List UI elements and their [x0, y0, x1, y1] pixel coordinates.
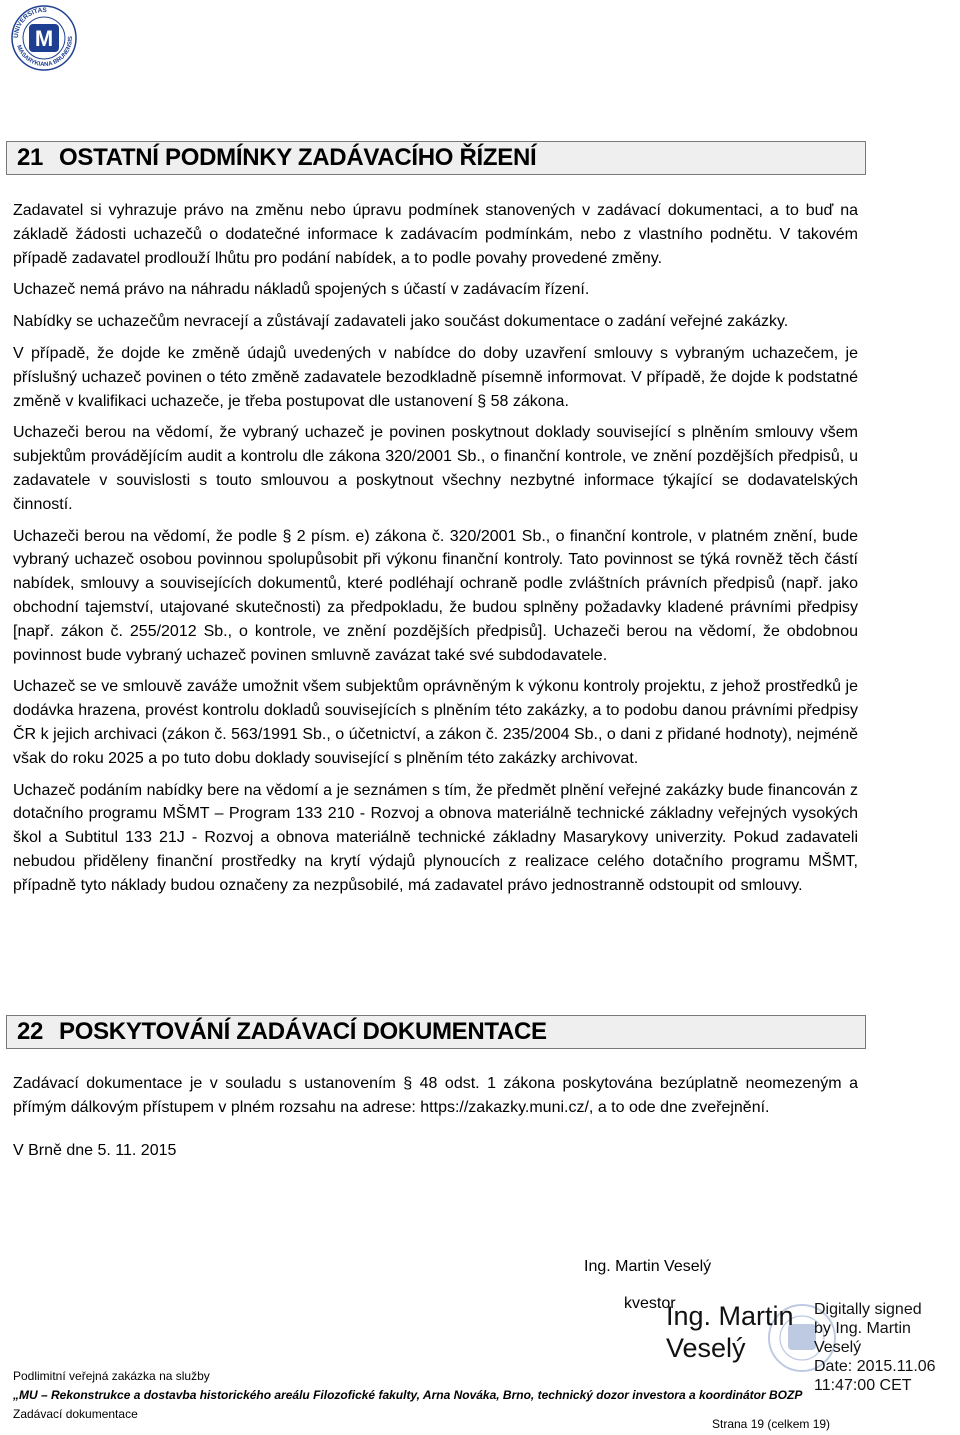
place-date: V Brně dne 5. 11. 2015 [13, 1142, 177, 1159]
signatory-role: kvestor [624, 1295, 676, 1312]
paragraph: V případě, že dojde ke změně údajů uvedených v nabídce do doby uzavření smlouvy s vybraným uchazečem, je příslušný uchazeč povinen o této změně zadavatele bezodkladně písemně informovat. V případě, že dojde k podstatné změně v kvalifikaci uchazeče, je třeba postupovat dle ustanovení § 58 zákona. [13, 344, 858, 410]
digital-signature-name [666, 1300, 794, 1364]
section-21-body [13, 199, 858, 906]
paragraph: Uchazeči berou na vědomí, že vybraný uchazeč je povinen poskytnout doklady související s plněním smlouvy všem subjektům provádějícím audit a kontrolu dle zákona 320/2001 Sb., o finanční kontrole, ve znění pozdějších předpisů, u zadavatele v souvislosti s touto smlouvou a poskytnout všechny nezbytné informace týkající se dodavatelských činností. [13, 424, 858, 513]
footer-line: Podlimitní veřejná zakázka na služby [13, 1369, 210, 1383]
signature-detail-line: 11:47:00 CET [814, 1377, 912, 1394]
paragraph: Zadavatel si vyhrazuje právo na změnu nebo úpravu podmínek stanovených v zadávací dokumentaci, a to buď na základě žádosti uchazečů o dodatečné informace k zadávacím podmínkám, nebo z vlastního podnětu. V takovém případě zadavatel prodlouží lhůtu pro podání nabídek, a to podle povahy provedené změny. [13, 202, 858, 267]
section-22-body [13, 1072, 858, 1128]
signature-detail-line: Date: 2015.11.06 [814, 1358, 936, 1375]
digital-name-line: Ing. Martin [666, 1301, 794, 1331]
university-logo [10, 4, 78, 72]
svg-text:UNIVERSITAS: UNIVERSITAS [12, 6, 47, 39]
section-title: POSKYTOVÁNÍ ZADÁVACÍ DOKUMENTACE [59, 1018, 547, 1045]
paragraph: Uchazeči berou na vědomí, že podle § 2 písm. e) zákona č. 320/2001 Sb., o finanční kontrole, v platném znění, bude vybraný uchazeč osobou povinnou spolupůsobit při výkonu finanční kontroly. Tato povinnost se týká rovněž těch částí nabídek, smlouvy a souvisejících dokumentů, které podléhají ochraně podle zvláštních právních předpisů (např. jako obchodní tajemství, utajované skutečnosti) za předpokladu, že budou splněny požadavky kladené právními předpisy [např. zákon č. 255/2012 Sb., o kontrole, ve znění pozdějších předpisů]. Uchazeči berou na vědomí, že obdobnou povinnost bude vybraný uchazeč povinen smluvně zavázat také své subdodavatele. [13, 527, 858, 664]
section-number: 21 [17, 144, 44, 171]
footer-line: Zadávací dokumentace [13, 1407, 138, 1421]
paragraph: Zadávací dokumentace je v souladu s ustanovením § 48 odst. 1 zákona poskytována bezúplatně neomezeným a přímým dálkovým přístupem v plném rozsahu na adrese: https://zakazky.muni.cz/, a to ode dne zveřejnění. [13, 1075, 858, 1116]
section-title: OSTATNÍ PODMÍNKY ZADÁVACÍHO ŘÍZENÍ [59, 144, 537, 171]
section-22-heading [6, 1015, 866, 1049]
page-footer [13, 1367, 802, 1424]
digital-signature-details [814, 1300, 936, 1395]
paragraph: Uchazeč podáním nabídky bere na vědomí a je seznámen s tím, že předmět plnění veřejné zakázky bude financován z dotačního programu MŠMT – Program 133 210 - Rozvoj a obnova materiálně technické základny veřejných vysokých škol a Subtitul 133 21J - Rozvoj a obnova materiálně technické základny Masarykovy univerzity. Pokud zadavateli nebudou přiděleny finanční prostředky na krytí výdajů plynoucích z realizace celého dotačního programu MŠMT, případně tyto náklady budou označeny za nezpůsobilé, má zadavatel právo jednostranně odstoupit od smlouvy. [13, 781, 858, 894]
svg-text:MASARYKIANA BRUNENSIS: MASARYKIANA BRUNENSIS [15, 36, 75, 69]
digital-name-line: Veselý [666, 1333, 746, 1363]
section-21-heading [6, 141, 866, 175]
svg-text:M: M [34, 26, 54, 51]
page-number: Strana 19 (celkem 19) [712, 1417, 831, 1431]
paragraph: Uchazeč nemá právo na náhradu nákladů spojených s účastí v zadávacím řízení. [13, 281, 590, 299]
section-number: 22 [17, 1018, 44, 1045]
signature-detail-line: Digitally signed [814, 1301, 922, 1318]
paragraph: Uchazeč se ve smlouvě zaváže umožnit všem subjektům oprávněným k výkonu kontroly projektu, z jehož prostředků je dodávka hrazena, provést kontrolu dokladů souvisejících s plněním této zakázky, a to podobu danou právními předpisy ČR k jejich archivaci (zákon č. 563/1991 Sb., o účetnictví, a zákon č. 235/2004 Sb., o dani z přidané hodnoty), nejméně však do roku 2025 a po tuto dobu doklady související s plněním této zakázky archivovat. [13, 678, 858, 767]
signature-detail-line: by Ing. Martin [814, 1320, 911, 1337]
signatory-name: Ing. Martin Veselý [584, 1258, 712, 1275]
paragraph: Nabídky se uchazečům nevracejí a zůstávají zadavateli jako součást dokumentace o zadání veřejné zakázky. [13, 313, 789, 331]
signature-detail-line: Veselý [814, 1339, 862, 1356]
footer-project-title: „MU – Rekonstrukce a dostavba historického areálu Filozofické fakulty, Arna Nováka, Brno, technický dozor investora a koordinátor BOZP [13, 1388, 803, 1402]
